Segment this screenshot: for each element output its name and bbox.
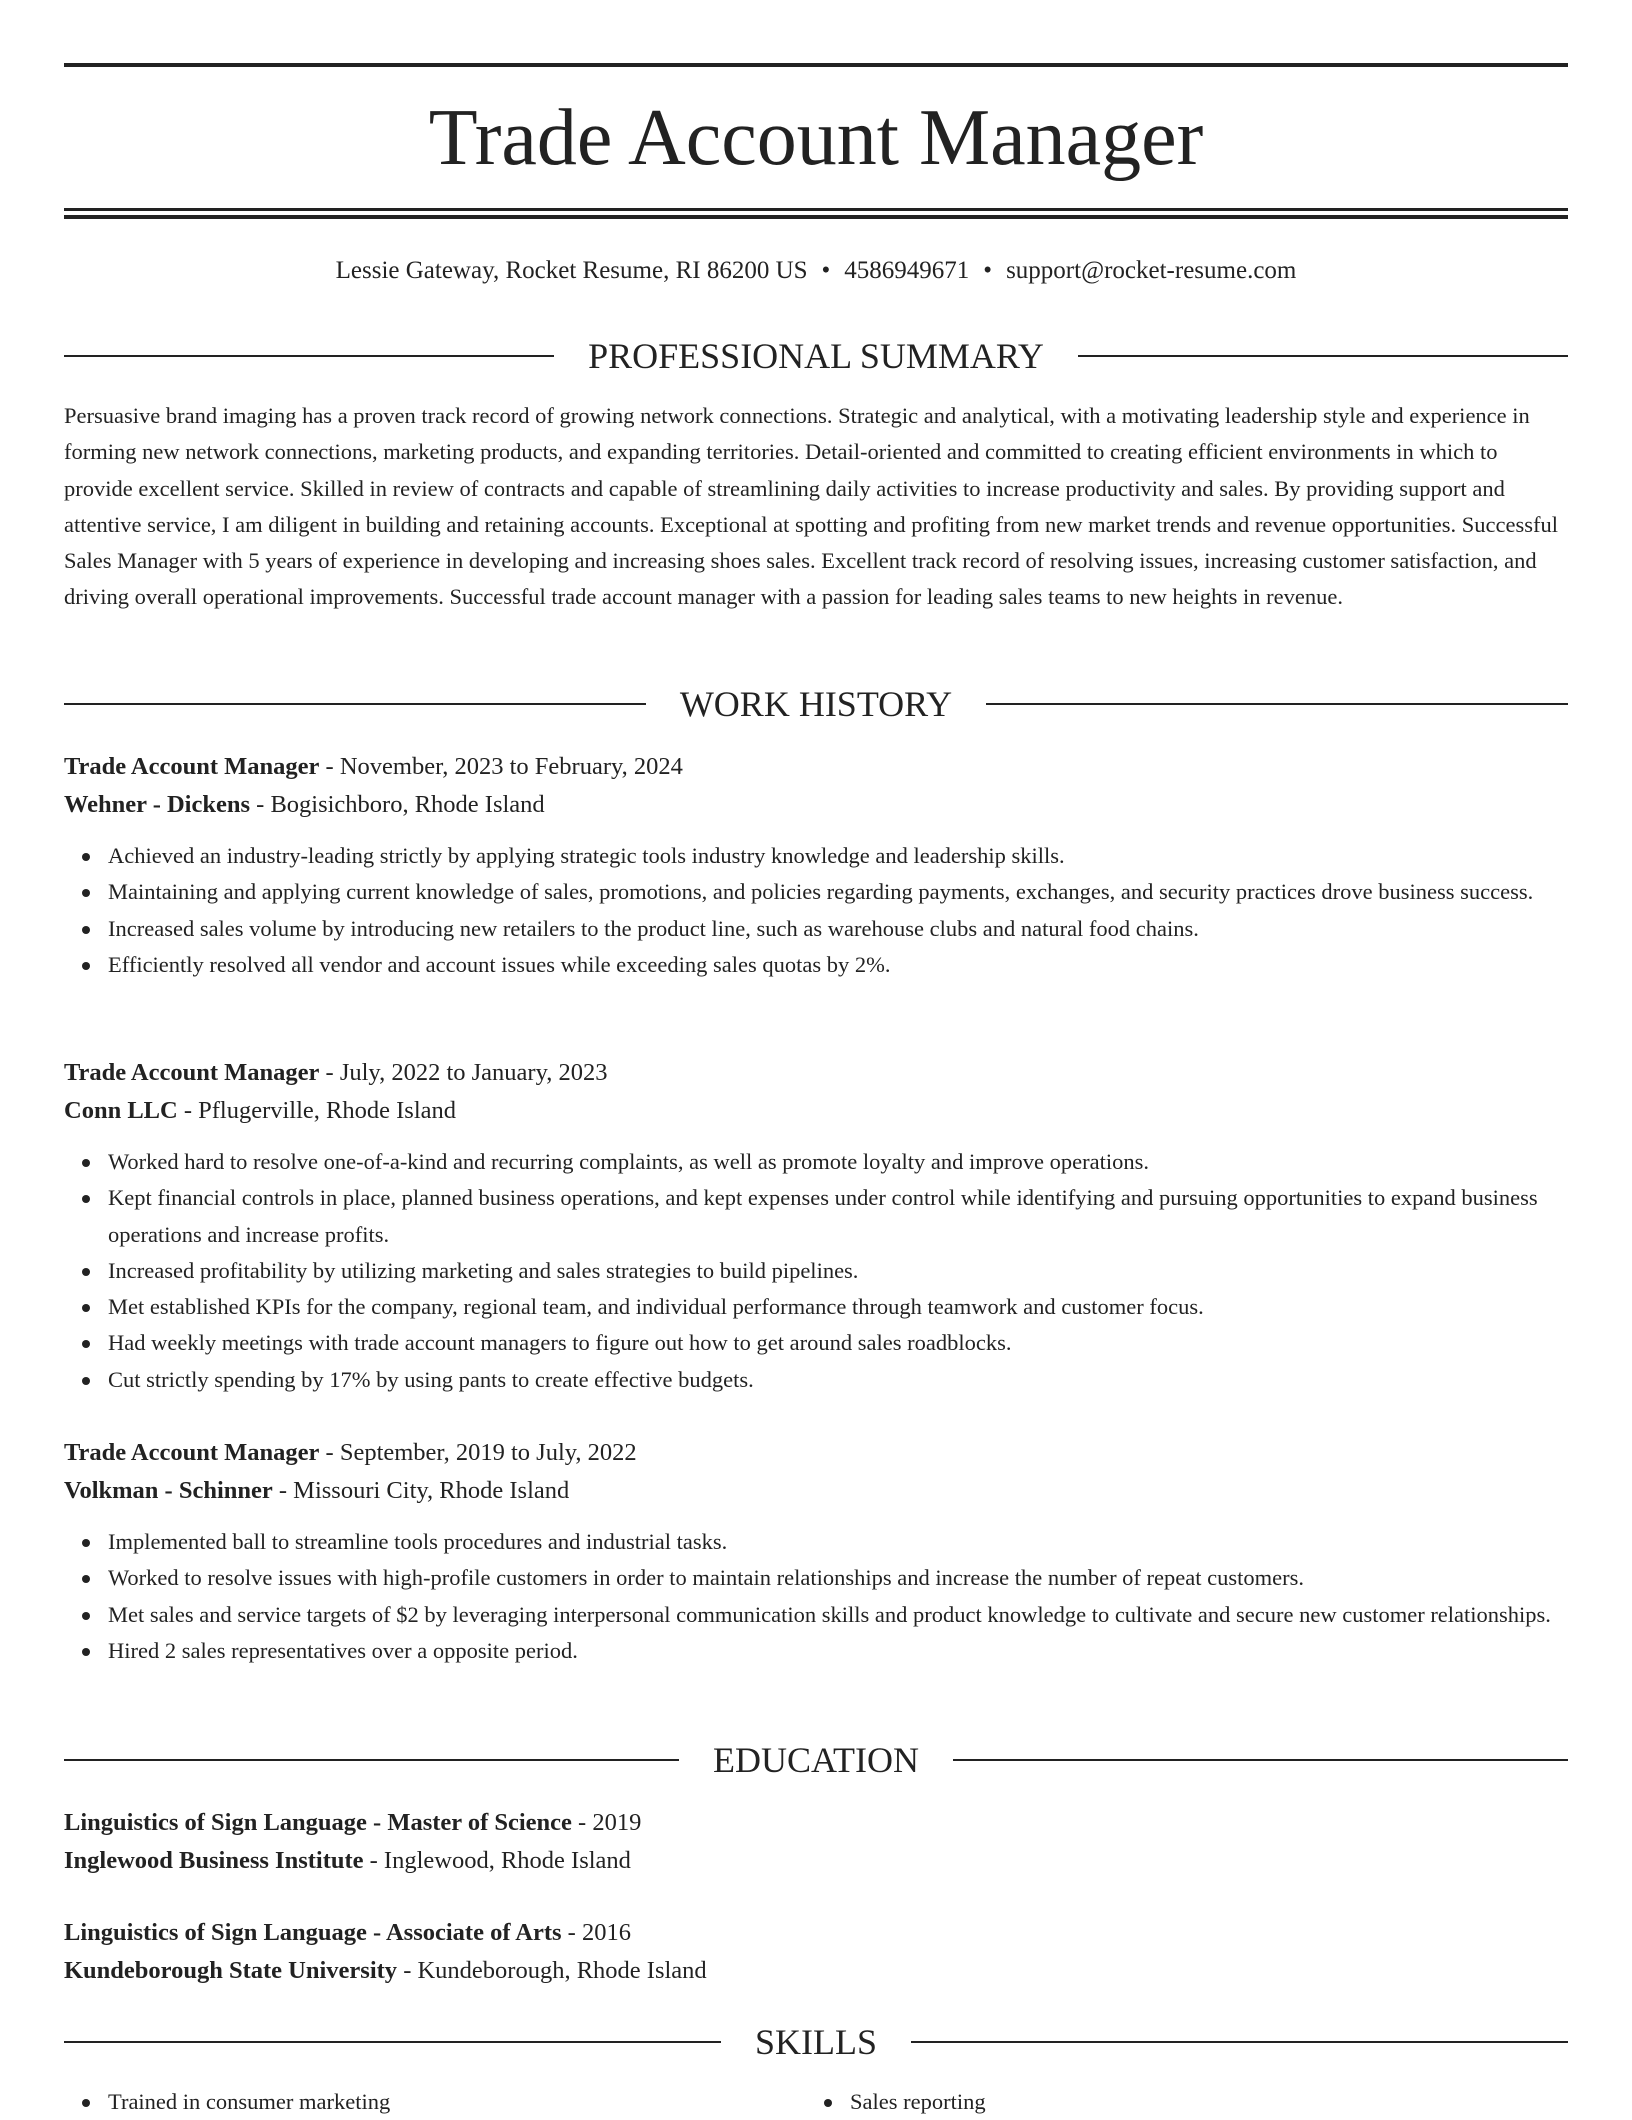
degree-line [64,1804,1568,1842]
section-title: SKILLS [755,2022,878,2062]
header-top-rule [64,63,1568,67]
job-entry [64,748,1568,983]
job-entry [64,1054,1568,1398]
skill-item: Sales reporting [850,2084,1486,2120]
skills-column-left [64,2084,744,2120]
section-rule-right [953,1759,1568,1761]
contact-phone: 4586949671 [844,257,970,284]
job-dates: - September, 2019 to July, 2022 [319,1439,637,1466]
job-company-line [64,786,1568,824]
header-bottom-rule-double [64,215,1568,219]
job-bullets [64,1144,1568,1398]
degree-name: Linguistics of Sign Language - Associate of Arts [64,1919,562,1946]
job-location: - Bogisichboro, Rhode Island [250,791,545,818]
job-bullets [64,838,1568,983]
job-title-line [64,1054,1568,1092]
job-title: Trade Account Manager [64,753,320,780]
section-rule-left [64,2041,721,2043]
section-rule-left [64,1759,679,1761]
section-title: PROFESSIONAL SUMMARY [588,336,1044,376]
header-bottom-rule [64,208,1568,211]
section-title: WORK HISTORY [679,684,953,724]
school-line [64,1952,1568,1990]
job-bullet: Kept financial controls in place, planned business operations, and kept expenses under control while identifying and pursuing opportunities to expand business operations and increase profits. [108,1180,1568,1253]
section-rule-right [911,2041,1568,2043]
section-header-summary [64,334,1568,378]
school-name: Kundeborough State University [64,1957,398,1984]
education-entry [64,1914,1568,1990]
job-bullet: Worked hard to resolve one-of-a-kind and recurring complaints, as well as promote loyalty and improve operations. [108,1144,1568,1180]
contact-line [64,254,1568,288]
job-title: Trade Account Manager [64,1439,320,1466]
job-dates: - November, 2023 to February, 2024 [319,753,683,780]
job-bullet: Implemented ball to streamline tools procedures and industrial tasks. [108,1524,1568,1560]
summary-block [64,398,1568,616]
job-bullet: Met sales and service targets of $2 by leveraging interpersonal communication skills and product knowledge to cultivate and secure new customer relationships. [108,1597,1568,1633]
degree-line [64,1914,1568,1952]
school-name: Inglewood Business Institute [64,1847,364,1874]
job-bullet: Efficiently resolved all vendor and account issues while exceeding sales quotas by 2%. [108,947,1568,983]
section-header-skills [64,2020,1568,2064]
job-bullet: Increased sales volume by introducing new retailers to the product line, such as warehouse clubs and natural food chains. [108,911,1568,947]
job-location: - Pflugerville, Rhode Island [177,1097,456,1124]
section-rule-left [64,703,646,705]
section-header-work [64,682,1568,726]
degree-year: - 2019 [571,1809,642,1836]
skills-column-right [806,2084,1486,2120]
job-bullets [64,1524,1568,1669]
section-rule-left [64,355,554,357]
job-entry [64,1434,1568,1669]
job-bullet: Met established KPIs for the company, regional team, and individual performance through teamwork and customer focus. [108,1289,1568,1325]
degree-year: - 2016 [561,1919,631,1946]
section-rule-right [1078,355,1568,357]
job-bullet: Worked to resolve issues with high-profile customers in order to maintain relationships and increase the number of repeat customers. [108,1560,1568,1596]
job-title-line [64,748,1568,786]
job-bullet: Achieved an industry-leading strictly by applying strategic tools industry knowledge and leadership skills. [108,838,1568,874]
contact-separator: • [983,257,993,284]
job-location: - Missouri City, Rhode Island [272,1477,570,1504]
job-dates: - July, 2022 to January, 2023 [319,1059,608,1086]
job-company: Volkman - Schinner [64,1477,273,1504]
school-line [64,1842,1568,1880]
resume-name: Trade Account Manager [428,94,1204,182]
contact-email[interactable]: support@rocket-resume.com [1006,257,1297,284]
school-location: - Inglewood, Rhode Island [363,1847,631,1874]
skill-item: Trained in consumer marketing [108,2084,744,2120]
job-bullet: Increased profitability by utilizing marketing and sales strategies to build pipelines. [108,1253,1568,1289]
contact-separator: • [821,257,831,284]
contact-address: Lessie Gateway, Rocket Resume, RI 86200 US [335,257,808,284]
job-bullet: Cut strictly spending by 17% by using pants to create effective budgets. [108,1362,1568,1398]
job-company: Conn LLC [64,1097,178,1124]
job-title-line [64,1434,1568,1472]
section-header-education [64,1738,1568,1782]
section-title: EDUCATION [713,1740,919,1780]
job-company: Wehner - Dickens [64,791,251,818]
job-title: Trade Account Manager [64,1059,320,1086]
job-bullet: Had weekly meetings with trade account managers to figure out how to get around sales roadblocks. [108,1325,1568,1361]
summary-text: Persuasive brand imaging has a proven track record of growing network connections. Strategic and analytical, with a motivating leadership style and experience in forming new network connections, marketing products, and expanding territories. Detail-oriented and committed to creating efficient environments in which to provide excellent service. Skilled in review of contracts and capable of streamlining daily activities to increase productivity and sales. By providing support and attentive service, I am diligent in building and retaining accounts. Exceptional at spotting and profiting from new market trends and revenue opportunities. Successful Sales Manager with 5 years of experience in developing and increasing shoes sales. Excellent track record of resolving issues, increasing customer satisfaction, and driving overall operational improvements. Successful trade account manager with a passion for leading sales teams to new heights in revenue. [64,403,1558,610]
job-bullet: Hired 2 sales representatives over a opposite period. [108,1633,1568,1669]
job-bullet: Maintaining and applying current knowledge of sales, promotions, and policies regarding payments, exchanges, and security practices drove business success. [108,874,1568,910]
skills-list [806,2084,1486,2120]
section-rule-right [986,703,1568,705]
job-company-line [64,1472,1568,1510]
education-entry [64,1804,1568,1880]
degree-name: Linguistics of Sign Language - Master of Science [64,1809,572,1836]
school-location: - Kundeborough, Rhode Island [397,1957,707,1984]
job-company-line [64,1092,1568,1130]
skills-list [64,2084,744,2120]
